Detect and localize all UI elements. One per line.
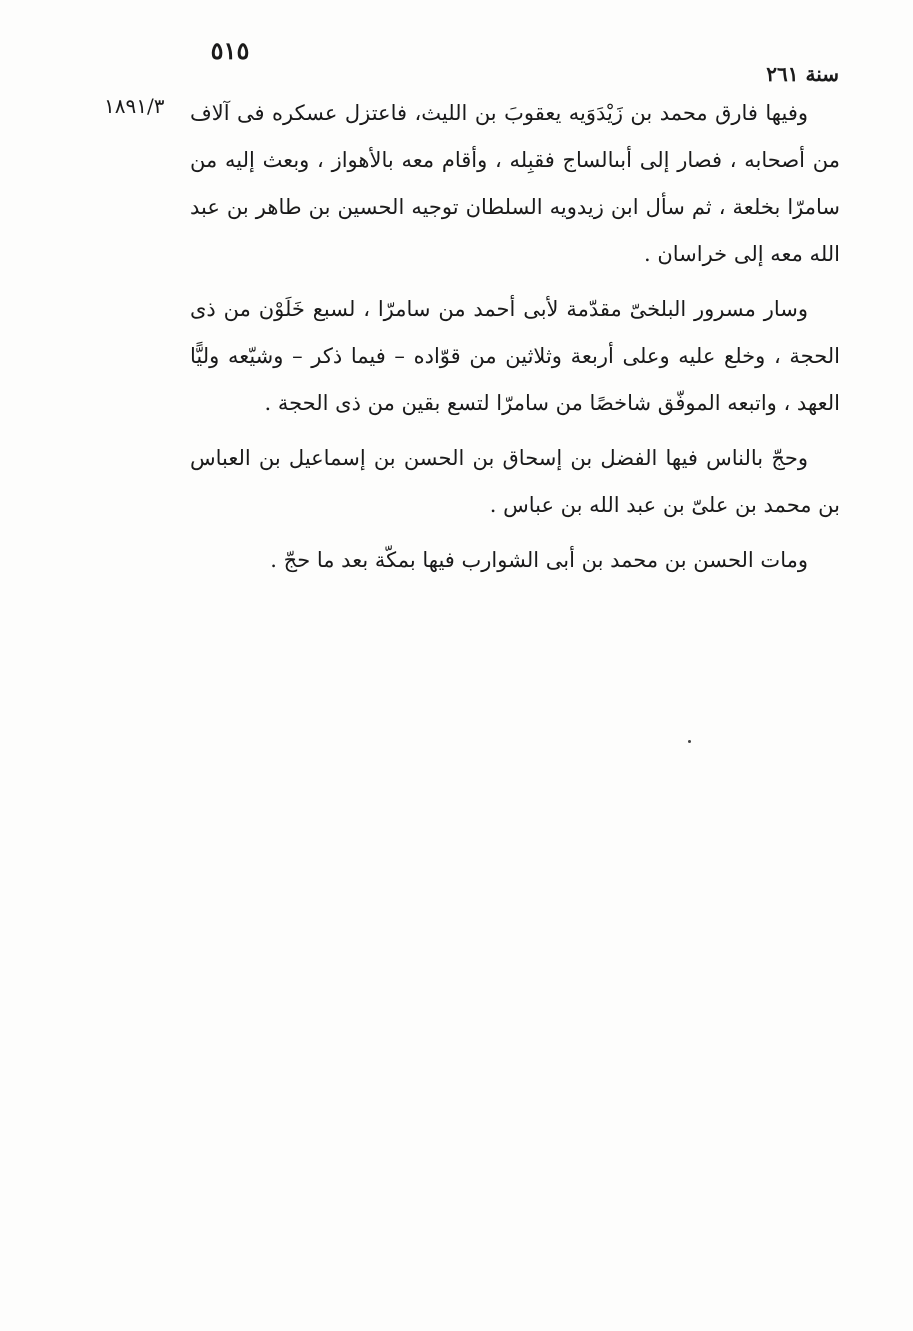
- paragraph-3: وحجّ بالناس فيها الفضل بن إسحاق بن الحسن بن إسماعيل بن العباس بن محمد بن علىّ بن عبد الله بن عباس .: [190, 446, 840, 517]
- running-head: سنة ٢٦١: [766, 62, 839, 86]
- paragraph-4: ومات الحسن بن محمد بن أبى الشوارب فيها بمكّة بعد ما حجّ .: [270, 548, 808, 572]
- margin-reference: ١٨٩١/٣: [104, 94, 165, 118]
- body-text: [190, 90, 840, 592]
- page-number: ٥١٥: [210, 36, 250, 65]
- scan-speck: [688, 740, 691, 743]
- paragraph-1: وفيها فارق محمد بن زَيْدَوَيه يعقوبَ بن الليث، فاعتزل عسكره فى آلاف من أصحابه ، فصار إلى أبىالساج فقبِله ، وأقام معه بالأهواز ، وبعث إليه من سامرّا بخلعة ، ثم سأل ابن زيدويه السلطان توجيه الحسين بن طاهر بن عبد الله معه إلى خراسان .: [190, 101, 840, 266]
- paragraph-2: وسار مسرور البلخىّ مقدّمة لأبى أحمد من سامرّا ، لسبع خَلَوْن من ذى الحجة ، وخلع عليه وعلى أربعة وثلاثين من قوّاده – فيما ذكر – وشيّعه وليًّا العهد ، واتبعه الموفّق شاخصًا من سامرّا لتسع بقين من ذى الحجة .: [190, 297, 840, 415]
